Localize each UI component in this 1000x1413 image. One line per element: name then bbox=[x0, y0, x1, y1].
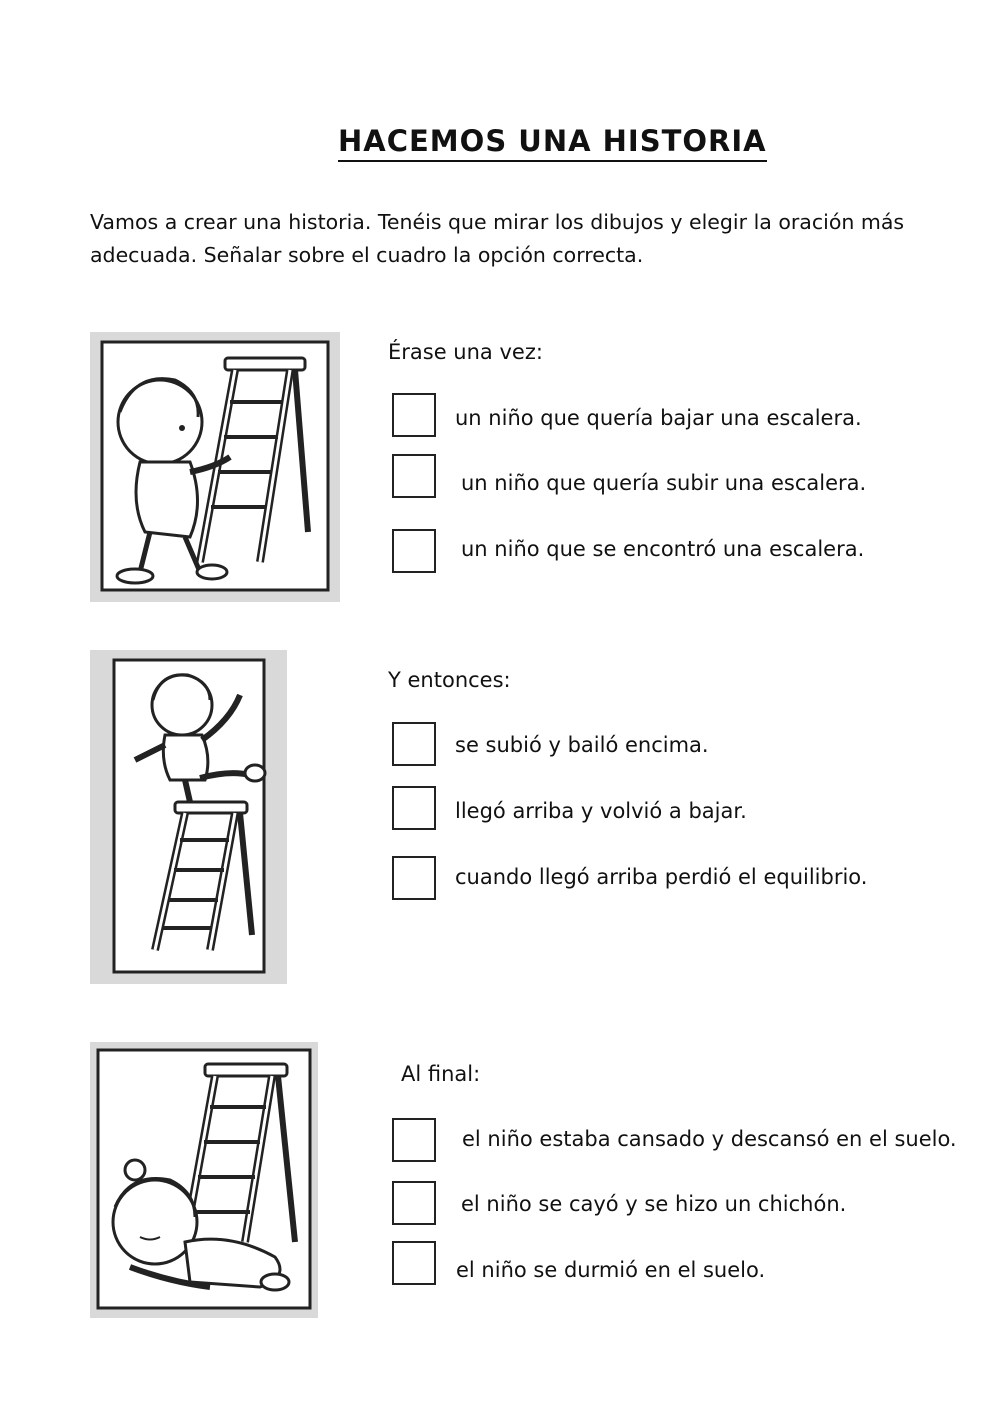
section-1-option-1-checkbox[interactable] bbox=[392, 393, 436, 437]
section-1-option-1-label: un niño que quería bajar una escalera. bbox=[455, 406, 862, 430]
section-2-option-1-checkbox[interactable] bbox=[392, 722, 436, 766]
instructions-text: Vamos a crear una historia. Tenéis que mirar los dibujos y elegir la oración más adecuada. Señalar sobre el cuadro la opción correcta. bbox=[90, 210, 905, 267]
section-1-option-3-label: un niño que se encontró una escalera. bbox=[461, 537, 865, 561]
illustration-child-fallen-floor bbox=[90, 1042, 318, 1318]
illustration-child-climbing-ladder bbox=[90, 332, 340, 602]
section-3-option-1-label: el niño estaba cansado y descansó en el suelo. bbox=[462, 1127, 957, 1151]
page-title: HACEMOS UNA HISTORIA bbox=[338, 124, 767, 162]
section-1-prompt: Érase una vez: bbox=[388, 340, 543, 364]
section-1-option-2-label: un niño que quería subir una escalera. bbox=[461, 471, 867, 495]
section-2-prompt: Y entonces: bbox=[388, 668, 511, 692]
section-2-option-3-label: cuando llegó arriba perdió el equilibrio. bbox=[455, 865, 868, 889]
section-2-option-3-checkbox[interactable] bbox=[392, 856, 436, 900]
section-1-option-3-checkbox[interactable] bbox=[392, 529, 436, 573]
section-3-option-1-checkbox[interactable] bbox=[392, 1118, 436, 1162]
section-3-option-3-checkbox[interactable] bbox=[392, 1241, 436, 1285]
section-3-option-2-checkbox[interactable] bbox=[392, 1181, 436, 1225]
section-3-prompt: Al final: bbox=[401, 1062, 481, 1086]
section-3-option-3-label: el niño se durmió en el suelo. bbox=[456, 1258, 766, 1282]
section-3-option-2-label: el niño se cayó y se hizo un chichón. bbox=[461, 1192, 847, 1216]
section-2-option-1-label: se subió y bailó encima. bbox=[455, 733, 709, 757]
section-2-option-2-label: llegó arriba y volvió a bajar. bbox=[455, 799, 747, 823]
section-1-option-2-checkbox[interactable] bbox=[392, 454, 436, 498]
illustration-child-on-ladder-top bbox=[90, 650, 287, 984]
section-2-option-2-checkbox[interactable] bbox=[392, 786, 436, 830]
